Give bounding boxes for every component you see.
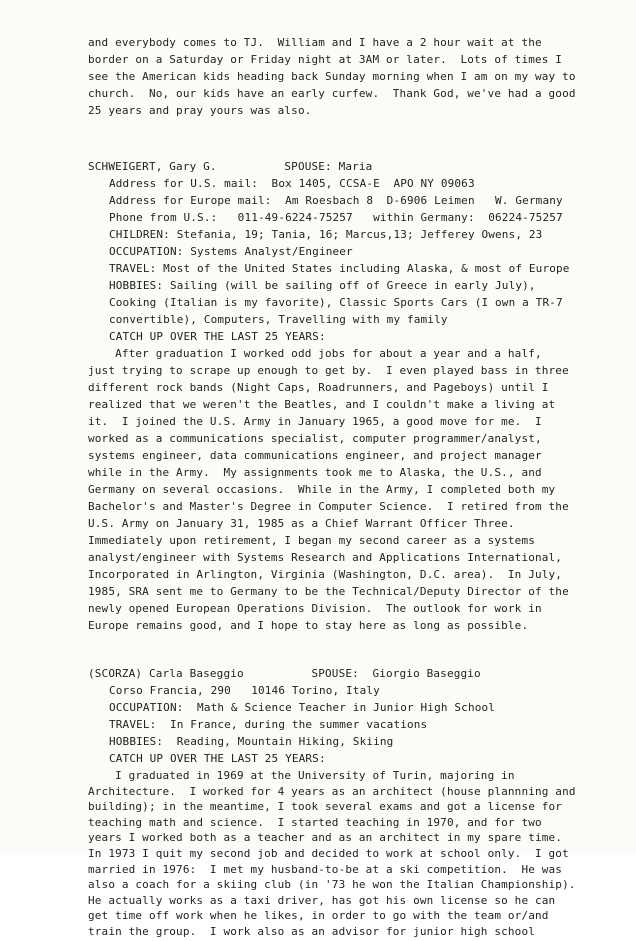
story-line: realized that we weren't the Beatles, and I couldn't make a living at (88, 398, 556, 411)
story-line: 1985, SRA sent me to Germany to be the Technical/Deputy Director of the (88, 585, 569, 598)
entry-detail: Phone from U.S.: 011-49-6224-75257 within Germany: 06224-75257 (109, 211, 563, 224)
story-line: systems engineer, data communications engineer, and project manager (88, 449, 542, 462)
intro-line: see the American kids heading back Sunday morning when I am on my way to (88, 70, 576, 83)
entry-detail: Address for Europe mail: Am Roesbach 8 D-6906 Leimen W. Germany (109, 194, 563, 207)
story-line: analyst/engineer with Systems Research and Applications International, (88, 551, 563, 564)
story-line: Europe remains good, and I hope to stay here as long as possible. (88, 619, 529, 632)
story-line: years I worked both as a teacher and as an architect in my spare time. (88, 831, 563, 845)
story-line: while in the Army. My assignments took me to Alaska, the U.S., and (88, 466, 542, 479)
story-line: U.S. Army on January 31, 1985 as a Chief Warrant Officer Three. (88, 517, 515, 530)
story-line: Immediately upon retirement, I began my second career as a systems (88, 534, 535, 547)
story-line: married in 1976: I met my husband-to-be at a ski competition. He was (88, 862, 563, 876)
intro-line: church. No, our kids have an early curfew. Thank God, we've had a good (88, 87, 576, 100)
entry-detail: TRAVEL: In France, during the summer vacations (109, 718, 428, 731)
entry-detail: Cooking (Italian is my favorite), Classic Sports Cars (I own a TR-7 (109, 296, 563, 309)
story-line: also a coach for a skiing club (in '73 he won the Italian Championship). (88, 878, 576, 892)
story-line: get time off work when he likes, in order to go with the team or/and (88, 909, 549, 923)
story-line: building); in the meantime, I took several exams and got a license for (88, 800, 563, 814)
story-line: Bachelor's and Master's Degree in Computer Science. I retired from the (88, 500, 569, 513)
story-line: just trying to scrape up enough to get by. I even played bass in three (88, 364, 569, 377)
entry-detail: TRAVEL: Most of the United States including Alaska, & most of Europe (109, 262, 570, 275)
intro-line: and everybody comes to TJ. William and I have a 2 hour wait at the (88, 36, 542, 49)
story-line: After graduation I worked odd jobs for about a year and a half, (88, 347, 542, 360)
story-line: I graduated in 1969 at the University of Turin, majoring in (88, 769, 515, 782)
story-line: newly opened European Operations Division. The outlook for work in (88, 602, 542, 615)
story-line: Incorporated in Arlington, Virginia (Washington, D.C. area). In July, (88, 568, 563, 581)
intro-line: border on a Saturday or Friday night at 3AM or later. Lots of times I (88, 53, 563, 66)
story-line: teaching math and science. I started teaching in 1970, and for two (88, 815, 542, 829)
story-line: Germany on several occasions. While in the Army, I completed both my (88, 483, 556, 496)
entry-detail: CATCH UP OVER THE LAST 25 YEARS: (109, 752, 326, 765)
story-line: He actually works as a taxi driver, has got his own license so he can (88, 893, 556, 907)
entry-detail: convertible), Computers, Travelling with my family (109, 313, 448, 326)
entry-detail: CHILDREN: Stefania, 19; Tania, 16; Marcus,13; Jefferey Owens, 23 (109, 228, 543, 241)
entry-header: (SCORZA) Carla Baseggio SPOUSE: Giorgio Baseggio (88, 667, 481, 680)
entry-detail: HOBBIES: Sailing (will be sailing off of Greece in early July), (109, 279, 536, 292)
entry-detail: Corso Francia, 290 10146 Torino, Italy (109, 684, 380, 697)
story-line: Architecture. I worked for 4 years as an architect (house plannning and (88, 784, 576, 798)
entry-detail: OCCUPATION: Systems Analyst/Engineer (109, 245, 353, 258)
story-line: worked as a communications specialist, computer programmer/analyst, (88, 432, 542, 445)
intro-line: 25 years and pray yours was also. (88, 104, 312, 117)
entry-header: SCHWEIGERT, Gary G. SPOUSE: Maria (88, 160, 373, 173)
entry-detail: OCCUPATION: Math & Science Teacher in Junior High School (109, 701, 496, 714)
story-line: train the group. I work also as an advisor for junior high school (88, 925, 535, 938)
story-line: it. I joined the U.S. Army in January 1965, a good move for me. I (88, 415, 542, 428)
entry-detail: HOBBIES: Reading, Mountain Hiking, Skiing (109, 735, 394, 748)
entry-detail: Address for U.S. mail: Box 1405, CCSA-E APO NY 09063 (109, 177, 475, 190)
entry-detail: CATCH UP OVER THE LAST 25 YEARS: (109, 330, 326, 343)
story-line: In 1973 I quit my second job and decided to work at school only. I got (88, 847, 569, 860)
story-line: different rock bands (Night Caps, Roadrunners, and Pageboys) until I (88, 381, 549, 394)
